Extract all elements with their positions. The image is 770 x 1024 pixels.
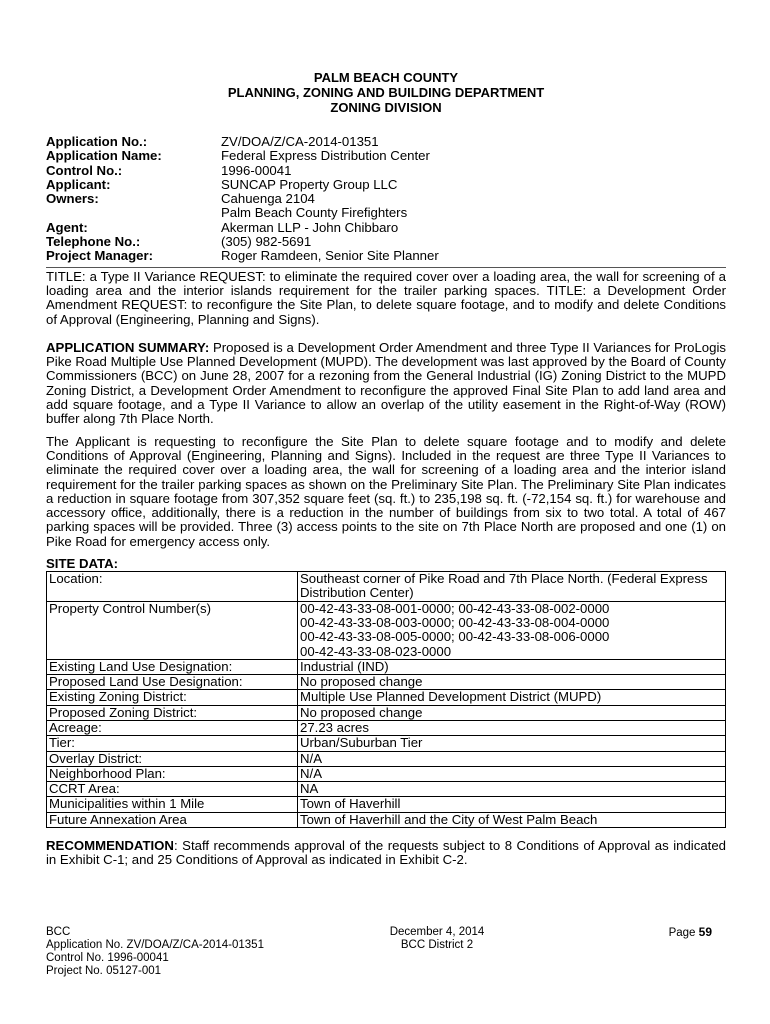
site-data-heading: SITE DATA: bbox=[46, 556, 119, 572]
site-data-row bbox=[47, 797, 726, 812]
site-data-value: Southeast corner of Pike Road and 7th Place North. (Federal Express Distribution Center) bbox=[298, 572, 726, 602]
site-data-value: Town of Haverhill bbox=[298, 797, 726, 812]
info-value: Palm Beach County Firefighters bbox=[221, 205, 408, 221]
summary-paragraph-1 bbox=[46, 341, 726, 427]
site-data-value: No proposed change bbox=[298, 675, 726, 690]
page-number: 59 bbox=[698, 925, 712, 939]
recommendation-text: : Staff recommends approval of the requests subject to 8 Conditions of Approval as indicated in Exhibit C-1; and 25 Conditions of Approval as indicated in Exhibit C-2. bbox=[46, 838, 726, 868]
site-data-row bbox=[47, 675, 726, 690]
info-value: ZV/DOA/Z/CA-2014-01351 bbox=[221, 134, 379, 149]
site-data-label: Municipalities within 1 Mile bbox=[47, 797, 298, 812]
info-label: Control No.: bbox=[46, 162, 123, 178]
info-label: Telephone No.: bbox=[46, 234, 141, 250]
footer-page bbox=[669, 926, 712, 940]
divider bbox=[46, 267, 726, 268]
info-value: Akerman LLP - John Chibbaro bbox=[221, 219, 399, 235]
site-data-label: Existing Zoning District: bbox=[47, 690, 298, 705]
recommendation bbox=[46, 839, 726, 868]
info-value: SUNCAP Property Group LLC bbox=[221, 176, 398, 192]
header-line-department: PLANNING, ZONING AND BUILDING DEPARTMENT bbox=[227, 85, 545, 100]
header-line-division: ZONING DIVISION bbox=[330, 100, 442, 115]
footer-control-no: Control No. 1996-00041 bbox=[46, 952, 169, 964]
document-header bbox=[46, 70, 726, 115]
info-value: Cahuenga 2104 bbox=[221, 191, 315, 207]
site-data-row bbox=[47, 766, 726, 781]
site-data-label: Property Control Number(s) bbox=[47, 601, 298, 659]
header-line-county: PALM BEACH COUNTY bbox=[313, 70, 459, 85]
site-data-value: N/A bbox=[298, 751, 726, 766]
footer-project-no: Project No. 05127-001 bbox=[46, 965, 162, 977]
site-data-value: NA bbox=[298, 782, 726, 797]
site-data-row bbox=[47, 601, 726, 659]
info-label: Owners: bbox=[46, 191, 99, 207]
title-paragraph: TITLE: a Type II Variance REQUEST: to eliminate the required cover over a loading area, the wall for screening of a loading area and the interior islands requirement for the trailer parking spaces. TITLE: a Development Order Amendment REQUEST: to reconfigure the Site Plan, to delete square footage, and to modify and delete Conditions of Approval (Engineering, Planning and Signs). bbox=[46, 268, 726, 327]
page-label: Page bbox=[668, 927, 699, 939]
site-data-row bbox=[47, 572, 726, 602]
site-data-value: N/A bbox=[298, 766, 726, 781]
info-label: Application No.: bbox=[46, 134, 148, 149]
info-label: Agent: bbox=[46, 219, 88, 235]
site-data-row bbox=[47, 736, 726, 751]
info-label: Applicant: bbox=[46, 176, 111, 192]
summary-heading: APPLICATION SUMMARY: bbox=[46, 339, 210, 355]
footer-left bbox=[46, 926, 264, 978]
site-data-row bbox=[47, 720, 726, 735]
info-label: Project Manager: bbox=[46, 248, 153, 264]
recommendation-heading: RECOMMENDATION bbox=[46, 838, 174, 854]
application-info bbox=[46, 135, 726, 264]
site-data-value: No proposed change bbox=[298, 705, 726, 720]
site-data-label: Proposed Land Use Designation: bbox=[47, 675, 298, 690]
site-data-label: Acreage: bbox=[47, 720, 298, 735]
site-data-value: 00-42-43-33-08-001-0000; 00-42-43-33-08-002-0000 00-42-43-33-08-003-0000; 00-42-43-33-08-004-0000 00-42-43-33-08-005-0000; 00-42-43-33-08-006-0000 00-42-43-33-08-023-0000 bbox=[298, 601, 726, 659]
application-summary bbox=[46, 341, 726, 549]
info-value: (305) 982-5691 bbox=[221, 234, 312, 250]
summary-text-1: Proposed is a Development Order Amendment and three Type II Variances for ProLogis Pike Road Multiple Use Planned Development (MUPD). The development was last approved by the Board of County Commissioners (BCC) on June 28, 2007 for a rezoning from the General Industrial (IG) Zoning District to the MUPD Zoning District, a Development Order Amendment to reconfigure the approved Final Site Plan to add land area and add square footage, and a Type II Variance to allow an overlap of the utility easement in the Right-of-Way (ROW) buffer along 7th Place North. bbox=[46, 339, 726, 427]
site-data-row bbox=[47, 705, 726, 720]
summary-paragraph-2: The Applicant is requesting to reconfigure the Site Plan to delete square footage and to modify and delete Conditions of Approval (Engineering, Planning and Signs). Included in the request are three Type II Variances to eliminate the required cover over a loading area, the wall for screening of a loading area and the interior island requirement for the trailer parking spaces as shown on the Preliminary Site Plan. The Preliminary Site Plan indicates a reduction in square footage from 307,352 square feet (sq. ft.) to 235,198 sq. ft. (-72,154 sq. ft.) for warehouse and accessory office, additionally, there is a reduction in the number of buildings from six to two total. A total of 467 parking spaces will be provided. Three (3) access points to the site on 7th Place North are proposed and one (1) on Pike Road for emergency access only. bbox=[46, 433, 726, 549]
site-data-row bbox=[47, 782, 726, 797]
site-data-label: Overlay District: bbox=[47, 751, 298, 766]
site-data-value: 27.23 acres bbox=[298, 720, 726, 735]
site-data-label: Tier: bbox=[47, 736, 298, 751]
site-data-label: Proposed Zoning District: bbox=[47, 705, 298, 720]
document-page bbox=[46, 70, 726, 868]
request-titles bbox=[46, 270, 726, 327]
site-data-row bbox=[47, 659, 726, 674]
footer-application-no: Application No. ZV/DOA/Z/CA-2014-01351 bbox=[46, 939, 264, 951]
info-value: Federal Express Distribution Center bbox=[221, 148, 430, 164]
site-data-value: Town of Haverhill and the City of West Palm Beach bbox=[298, 812, 726, 827]
site-data-value: Multiple Use Planned Development District (MUPD) bbox=[298, 690, 726, 705]
footer-bcc: BCC bbox=[46, 926, 71, 938]
info-value: Roger Ramdeen, Senior Site Planner bbox=[221, 248, 439, 264]
site-data-row bbox=[47, 812, 726, 827]
footer-center bbox=[372, 926, 502, 952]
info-value: 1996-00041 bbox=[221, 162, 292, 178]
site-data-value: Urban/Suburban Tier bbox=[298, 736, 726, 751]
site-data-label: Existing Land Use Designation: bbox=[47, 659, 298, 674]
info-label: Application Name: bbox=[46, 148, 162, 164]
site-data-label: Future Annexation Area bbox=[47, 812, 298, 827]
site-data-label: Neighborhood Plan: bbox=[47, 766, 298, 781]
site-data-label: Location: bbox=[47, 572, 298, 602]
info-label bbox=[46, 206, 221, 220]
site-data-row bbox=[47, 690, 726, 705]
footer-date: December 4, 2014 bbox=[389, 926, 485, 938]
footer-district: BCC District 2 bbox=[400, 939, 474, 951]
site-data-value: Industrial (IND) bbox=[298, 659, 726, 674]
site-data-label: CCRT Area: bbox=[47, 782, 298, 797]
site-data-row bbox=[47, 751, 726, 766]
site-data-table bbox=[46, 571, 726, 828]
